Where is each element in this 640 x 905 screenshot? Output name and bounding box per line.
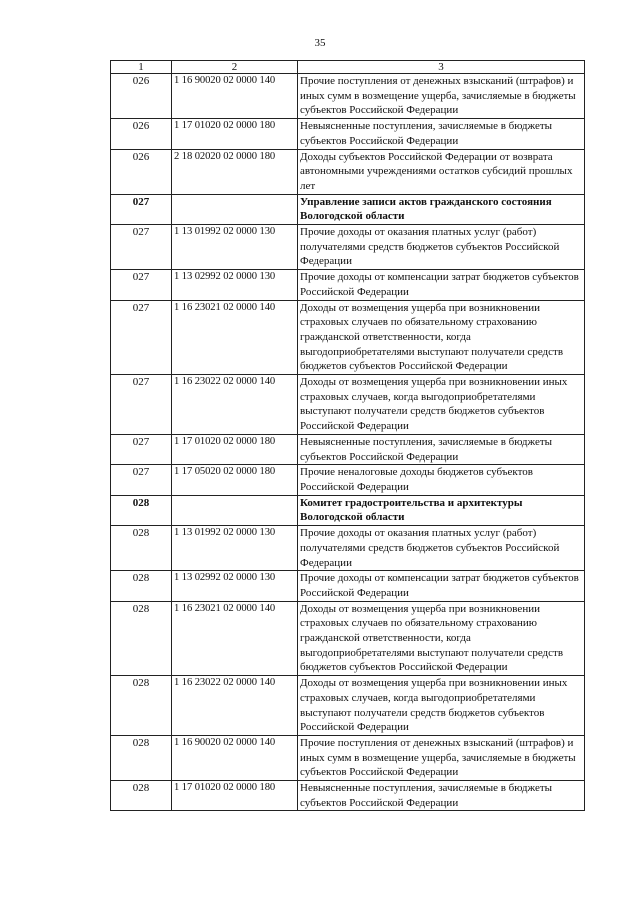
kbk-cell: 1 13 02992 02 0000 130 — [172, 571, 298, 601]
description-cell: Доходы от возмещения ущерба при возникновении страховых случаев по обязательному страхованию гражданской ответственности, когда выгодоприобретателями выступают получатели средств бюджетов субъектов Российской Федерации — [298, 300, 585, 375]
kbk-cell: 1 17 05020 02 0000 180 — [172, 465, 298, 495]
revenue-codes-table — [110, 60, 585, 811]
table-row — [111, 601, 585, 676]
code-cell: 027 — [111, 434, 172, 464]
description-cell: Доходы от возмещения ущерба при возникновении иных страховых случаев, когда выгодоприобретателями выступают получатели средств бюджетов субъектов Российской Федерации — [298, 375, 585, 435]
table-row — [111, 434, 585, 464]
code-cell: 028 — [111, 735, 172, 780]
table-row — [111, 465, 585, 495]
table-body — [111, 74, 585, 811]
kbk-cell: 1 17 01020 02 0000 180 — [172, 119, 298, 149]
kbk-cell: 1 17 01020 02 0000 180 — [172, 781, 298, 811]
code-cell: 028 — [111, 495, 172, 525]
page-number: 35 — [314, 37, 326, 49]
description-cell: Доходы субъектов Российской Федерации от возврата автономными учреждениями остатков субсидий прошлых лет — [298, 149, 585, 194]
description-cell: Прочие доходы от компенсации затрат бюджетов субъектов Российской Федерации — [298, 270, 585, 300]
kbk-cell: 1 13 01992 02 0000 130 — [172, 526, 298, 571]
description-cell: Прочие поступления от денежных взысканий (штрафов) и иных сумм в возмещение ущерба, зачисляемые в бюджеты субъектов Российской Федерации — [298, 735, 585, 780]
table-row — [111, 119, 585, 149]
code-cell: 028 — [111, 601, 172, 676]
code-cell: 027 — [111, 225, 172, 270]
description-cell: Прочие доходы от компенсации затрат бюджетов субъектов Российской Федерации — [298, 571, 585, 601]
description-cell: Прочие поступления от денежных взысканий (штрафов) и иных сумм в возмещение ущерба, зачисляемые в бюджеты субъектов Российской Федерации — [298, 74, 585, 119]
kbk-cell: 1 16 23021 02 0000 140 — [172, 601, 298, 676]
code-cell: 028 — [111, 781, 172, 811]
kbk-cell: 1 13 02992 02 0000 130 — [172, 270, 298, 300]
code-cell: 026 — [111, 119, 172, 149]
description-cell: Прочие неналоговые доходы бюджетов субъектов Российской Федерации — [298, 465, 585, 495]
table-row — [111, 571, 585, 601]
description-cell: Прочие доходы от оказания платных услуг (работ) получателями средств бюджетов субъектов Российской Федерации — [298, 225, 585, 270]
code-cell: 028 — [111, 526, 172, 571]
table-row — [111, 735, 585, 780]
kbk-cell: 2 18 02020 02 0000 180 — [172, 149, 298, 194]
header-cell-3: 3 — [298, 61, 585, 74]
kbk-cell: 1 16 23022 02 0000 140 — [172, 375, 298, 435]
table-row — [111, 300, 585, 375]
kbk-cell: 1 17 01020 02 0000 180 — [172, 434, 298, 464]
description-cell: Доходы от возмещения ущерба при возникновении иных страховых случаев, когда выгодоприобретателями выступают получатели средств бюджетов субъектов Российской Федерации — [298, 676, 585, 736]
table-row — [111, 225, 585, 270]
table-row — [111, 526, 585, 571]
kbk-cell — [172, 194, 298, 224]
kbk-cell: 1 16 90020 02 0000 140 — [172, 735, 298, 780]
code-cell: 028 — [111, 676, 172, 736]
code-cell: 027 — [111, 270, 172, 300]
table-row-organization — [111, 495, 585, 525]
table-row — [111, 676, 585, 736]
table-row — [111, 375, 585, 435]
description-cell: Комитет градостроительства и архитектуры Вологодской области — [298, 495, 585, 525]
code-cell: 026 — [111, 74, 172, 119]
description-cell: Управление записи актов гражданского состояния Вологодской области — [298, 194, 585, 224]
table-row — [111, 74, 585, 119]
kbk-cell: 1 16 23022 02 0000 140 — [172, 676, 298, 736]
kbk-cell — [172, 495, 298, 525]
table-row — [111, 149, 585, 194]
header-cell-2: 2 — [172, 61, 298, 74]
table-header-row — [111, 61, 585, 74]
kbk-cell: 1 16 23021 02 0000 140 — [172, 300, 298, 375]
description-cell: Прочие доходы от оказания платных услуг (работ) получателями средств бюджетов субъектов Российской Федерации — [298, 526, 585, 571]
code-cell: 027 — [111, 300, 172, 375]
code-cell: 028 — [111, 571, 172, 601]
code-cell: 026 — [111, 149, 172, 194]
kbk-cell: 1 16 90020 02 0000 140 — [172, 74, 298, 119]
table-row-organization — [111, 194, 585, 224]
table-row — [111, 270, 585, 300]
code-cell: 027 — [111, 465, 172, 495]
description-cell: Невыясненные поступления, зачисляемые в бюджеты субъектов Российской Федерации — [298, 781, 585, 811]
table-row — [111, 781, 585, 811]
code-cell: 027 — [111, 194, 172, 224]
description-cell: Невыясненные поступления, зачисляемые в бюджеты субъектов Российской Федерации — [298, 119, 585, 149]
code-cell: 027 — [111, 375, 172, 435]
description-cell: Невыясненные поступления, зачисляемые в бюджеты субъектов Российской Федерации — [298, 434, 585, 464]
description-cell: Доходы от возмещения ущерба при возникновении страховых случаев по обязательному страхованию гражданской ответственности, когда выгодоприобретателями выступают получатели средств бюджетов субъектов Российской Федерации — [298, 601, 585, 676]
header-cell-1: 1 — [111, 61, 172, 74]
kbk-cell: 1 13 01992 02 0000 130 — [172, 225, 298, 270]
